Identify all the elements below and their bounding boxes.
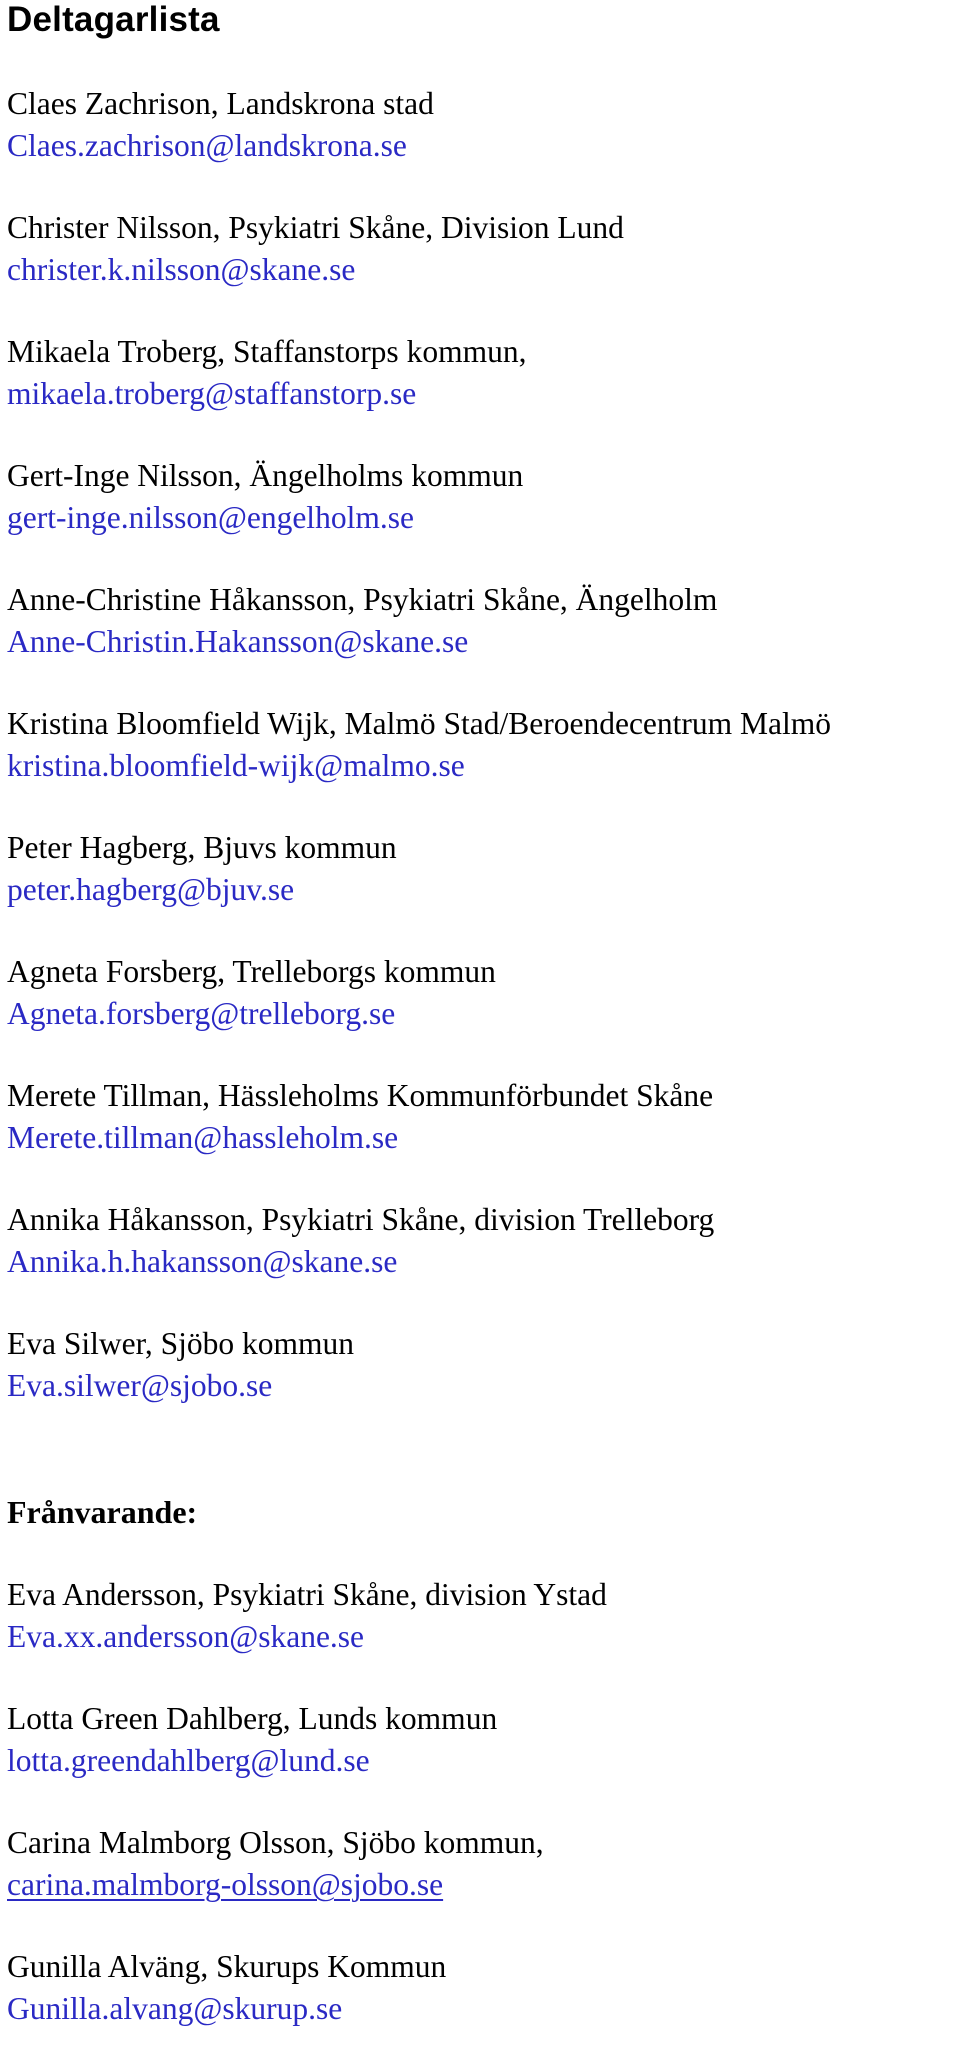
- participant-name: Mikaela Troberg, Staffanstorps kommun,: [7, 334, 527, 369]
- absent-heading: Frånvarande:: [7, 1494, 198, 1530]
- participant-email-link[interactable]: christer.k.nilsson@skane.se: [7, 252, 356, 287]
- participant-name: Agneta Forsberg, Trelleborgs kommun: [7, 954, 496, 989]
- participant-name: Kristina Bloomfield Wijk, Malmö Stad/Beroendecentrum Malmö: [7, 706, 832, 741]
- participant-name: Anne-Christine Håkansson, Psykiatri Skåne, Ängelholm: [7, 582, 718, 617]
- spacer: [7, 1782, 957, 1822]
- spacer: [7, 911, 957, 951]
- participant-email-link[interactable]: Anne-Christin.Hakansson@skane.se: [7, 624, 469, 659]
- absent-name: Gunilla Alväng, Skurups Kommun: [7, 1949, 447, 1984]
- participant-entry: [7, 579, 957, 663]
- spacer: [7, 40, 957, 83]
- absent-email-link[interactable]: Gunilla.alvang@skurup.se: [7, 1991, 343, 2026]
- spacer: [7, 1658, 957, 1698]
- participant-email-link[interactable]: peter.hagberg@bjuv.se: [7, 872, 295, 907]
- absent-name: Carina Malmborg Olsson, Sjöbo kommun,: [7, 1825, 544, 1860]
- participant-entry: [7, 951, 957, 1035]
- spacer: [7, 1407, 957, 1491]
- participant-name: Annika Håkansson, Psykiatri Skåne, division Trelleborg: [7, 1202, 715, 1237]
- participant-entry: [7, 1075, 957, 1159]
- participant-email-link[interactable]: Eva.silwer@sjobo.se: [7, 1368, 273, 1403]
- absent-entry: [7, 1574, 957, 1658]
- participant-name: Peter Hagberg, Bjuvs kommun: [7, 830, 397, 865]
- spacer: [7, 291, 957, 331]
- page-title: Deltagarlista: [7, 0, 220, 39]
- spacer: [7, 539, 957, 579]
- participant-name: Merete Tillman, Hässleholms Kommunförbundet Skåne: [7, 1078, 714, 1113]
- participant-entry: [7, 703, 957, 787]
- participant-email-link[interactable]: kristina.bloomfield-wijk@malmo.se: [7, 748, 465, 783]
- participant-email-link[interactable]: gert-inge.nilsson@engelholm.se: [7, 500, 414, 535]
- participant-email-link[interactable]: Claes.zachrison@landskrona.se: [7, 128, 407, 163]
- absent-email-link[interactable]: Eva.xx.andersson@skane.se: [7, 1619, 365, 1654]
- participant-name: Gert-Inge Nilsson, Ängelholms kommun: [7, 458, 524, 493]
- spacer: [7, 167, 957, 207]
- participant-entry: [7, 207, 957, 291]
- absent-email-link[interactable]: carina.malmborg-olsson@sjobo.se: [7, 1867, 444, 1902]
- spacer: [7, 1906, 957, 1946]
- participant-email-link[interactable]: mikaela.troberg@staffanstorp.se: [7, 376, 417, 411]
- participant-name: Eva Silwer, Sjöbo kommun: [7, 1326, 354, 1361]
- absent-entry: [7, 1698, 957, 1782]
- spacer: [7, 663, 957, 703]
- participant-name: Christer Nilsson, Psykiatri Skåne, Division Lund: [7, 210, 624, 245]
- participant-entry: [7, 827, 957, 911]
- participant-email-link[interactable]: Agneta.forsberg@trelleborg.se: [7, 996, 396, 1031]
- absent-entry: [7, 1946, 957, 2030]
- participant-entry: [7, 455, 957, 539]
- absent-name: Eva Andersson, Psykiatri Skåne, division Ystad: [7, 1577, 607, 1612]
- participant-entry: [7, 83, 957, 167]
- participant-entry: [7, 1199, 957, 1283]
- spacer: [7, 1035, 957, 1075]
- participant-entry: [7, 331, 957, 415]
- spacer: [7, 415, 957, 455]
- absent-email-link[interactable]: lotta.greendahlberg@lund.se: [7, 1743, 370, 1778]
- spacer: [7, 787, 957, 827]
- spacer: [7, 1283, 957, 1323]
- participant-entry: [7, 1323, 957, 1407]
- participant-email-link[interactable]: Merete.tillman@hassleholm.se: [7, 1120, 399, 1155]
- spacer: [7, 1533, 957, 1574]
- participant-list-document: [7, 0, 957, 2030]
- absent-name: Lotta Green Dahlberg, Lunds kommun: [7, 1701, 498, 1736]
- participant-name: Claes Zachrison, Landskrona stad: [7, 86, 434, 121]
- participant-email-link[interactable]: Annika.h.hakansson@skane.se: [7, 1244, 398, 1279]
- absent-entry: [7, 1822, 957, 1906]
- spacer: [7, 1159, 957, 1199]
